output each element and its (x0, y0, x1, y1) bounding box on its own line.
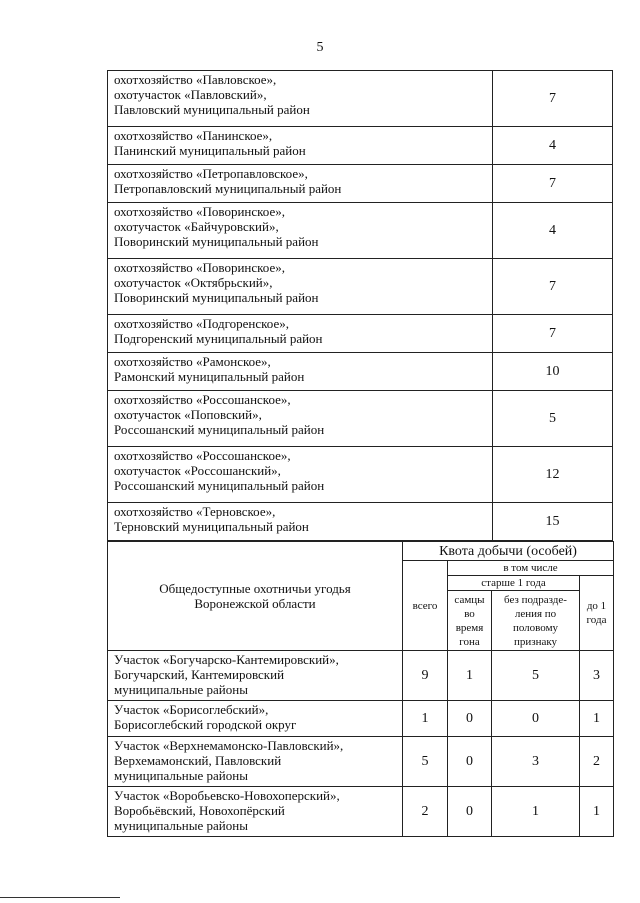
quota-value: 10 (493, 353, 613, 391)
table-row (108, 315, 613, 353)
quota-value: 7 (493, 259, 613, 315)
under-1-year-value: 2 (580, 737, 614, 787)
hunting-farm-name: охотхозяйство «Поворинское», охотучасток «Октябрьский», Поворинский муниципальный район (108, 259, 493, 315)
table-row (108, 503, 613, 541)
hunting-farm-name: охотхозяйство «Терновское», Терновский муниципальный район (108, 503, 493, 541)
hunting-ground-name: Участок «Борисоглебский», Борисоглебский городской округ (108, 701, 403, 737)
total-value: 2 (403, 787, 448, 837)
under-1-year-value: 1 (580, 787, 614, 837)
hunting-farms-quota-table (107, 70, 613, 541)
no-split-value: 3 (492, 737, 580, 787)
quota-value: 7 (493, 165, 613, 203)
hunting-farm-name: охотхозяйство «Рамонское», Рамонский муниципальный район (108, 353, 493, 391)
hunting-farm-name: охотхозяйство «Поворинское», охотучасток «Байчуровский», Поворинский муниципальный район (108, 203, 493, 259)
no-split-value: 5 (492, 651, 580, 701)
public-hunting-grounds-quota-table (107, 541, 614, 837)
quota-value: 4 (493, 127, 613, 165)
males-value: 0 (448, 701, 492, 737)
older-than-1-year-header: старше 1 года (448, 576, 580, 591)
footer-rule (0, 897, 120, 898)
total-value: 9 (403, 651, 448, 701)
males-value: 0 (448, 787, 492, 837)
hunting-farm-name: охотхозяйство «Панинское», Панинский муниципальный район (108, 127, 493, 165)
hunting-farm-name: охотхозяйство «Россошанское», охотучасток «Россошанский», Россошанский муниципальный район (108, 447, 493, 503)
quota-header: Квота добычи (особей) (403, 542, 614, 561)
under-1-year-value: 3 (580, 651, 614, 701)
page-number: 5 (316, 40, 324, 55)
total-value: 1 (403, 701, 448, 737)
males-value: 1 (448, 651, 492, 701)
hunting-farm-name: охотхозяйство «Россошанское», охотучасток «Поповский», Россошанский муниципальный район (108, 391, 493, 447)
table-row (108, 259, 613, 315)
males-value: 0 (448, 737, 492, 787)
no-split-value: 1 (492, 787, 580, 837)
quota-value: 12 (493, 447, 613, 503)
hunting-farm-name: охотхозяйство «Павловское», охотучасток «Павловский», Павловский муниципальный район (108, 71, 493, 127)
no-sex-split-header: без подразде- ления по половому признаку (492, 591, 580, 651)
table-row (108, 447, 613, 503)
hunting-ground-name: Участок «Богучарско-Кантемировский», Богучарский, Кантемировский муниципальные районы (108, 651, 403, 701)
quota-value: 15 (493, 503, 613, 541)
quota-value: 7 (493, 315, 613, 353)
table-row (108, 353, 613, 391)
quota-value: 5 (493, 391, 613, 447)
total-header: всего (403, 561, 448, 651)
hunting-ground-name: Участок «Воробьевско-Новохоперский», Воробьёвский, Новохопёрский муниципальные районы (108, 787, 403, 837)
table-row (108, 127, 613, 165)
total-value: 5 (403, 737, 448, 787)
no-split-value: 0 (492, 701, 580, 737)
table-row (108, 391, 613, 447)
hunting-ground-name: Участок «Верхнемамонско-Павловский», Верхемамонский, Павловский муниципальные районы (108, 737, 403, 787)
grounds-header: Общедоступные охотничьи угодья Воронежской области (108, 542, 403, 651)
table-row (108, 701, 614, 737)
under-1-year-header: до 1 года (580, 576, 614, 651)
under-1-year-value: 1 (580, 701, 614, 737)
hunting-farm-name: охотхозяйство «Петропавловское», Петропавловский муниципальный район (108, 165, 493, 203)
including-header: в том числе (448, 561, 614, 576)
table-row (108, 787, 614, 837)
quota-value: 7 (493, 71, 613, 127)
table-row (108, 737, 614, 787)
hunting-farm-name: охотхозяйство «Подгоренское», Подгоренский муниципальный район (108, 315, 493, 353)
table-row (108, 165, 613, 203)
table-row (108, 71, 613, 127)
table-row (108, 651, 614, 701)
quota-value: 4 (493, 203, 613, 259)
males-rut-header: самцы во время гона (448, 591, 492, 651)
table-row (108, 203, 613, 259)
